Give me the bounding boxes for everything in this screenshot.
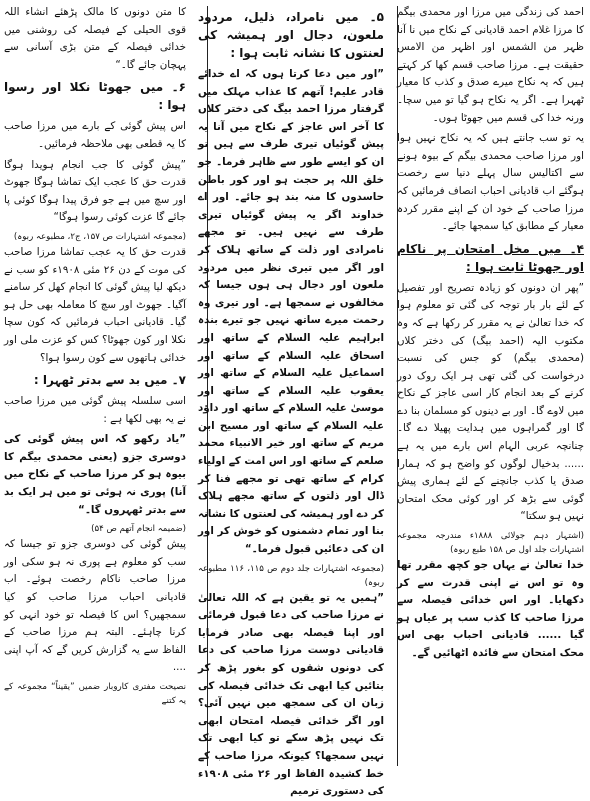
paragraph: یہ تو سب جانتے ہیں کہ یہ نکاح نہیں ہوا اور مرزا صاحب محمدی بیگم کے بیوہ ہونے سے اکتالیس سال پہلے دنیا سے رخصت ہوگئے اب قادیانی احباب انصاف فرمائیں کہ مرزا صاحب کے خود ان کے اپنے مقرر کردہ معیار کے مطابق کیا سمجھا جائے۔ bbox=[397, 132, 584, 233]
citation: (اشتہار دہم جولائی ۱۸۸۸ء مندرجہ مجموعہ اشتہارات جلد اول ص ۱۵۸ طبع ربوہ) bbox=[397, 531, 584, 556]
paragraph: خدا تعالیٰ نے یہاں جو کچھ مقرر تھا وہ تو اس نے اپنی قدرت سے کر دکھایا۔ اور اس خدائی فیصلہ سے مرزا صاحب کا کذب سب پر عیاں ہو گیا ...... قادیانی احباب بھی اس محک امتحان سے فائدہ اٹھائیں گے۔ bbox=[397, 559, 584, 659]
poem-quote: ”پیش گوئی کا جب انجام ہویدا ہوگا قدرت حق کا عجب ایک تماشا ہوگا جھوٹ اور سچ میں ہے جو فرق پیدا ہوگا کوئی پا جائے گا عزت کوئی رسوا ہوگا“ bbox=[4, 158, 186, 224]
paragraph: پیش گوئی کی دوسری جزو تو جیسا کہ سب کو معلوم ہے پوری نہ ہو سکی اور مرزا صاحب ناکام رخصت ہوئے۔ اب قادیانی احباب مرزا صاحب کو کیا سمجھیں؟ اس کا فیصلہ تو خود انہی کو کرنا چاہئے۔ البتہ ہم مرزا صاحب کے الفاظ سے یہ گزارش کریں گے کہ آپ اپنی .... bbox=[4, 538, 186, 674]
section-heading-7: ۷۔ میں بد سے بدتر ٹھہرا : bbox=[33, 373, 186, 388]
paragraph: احمد کی زندگی میں مرزا اور محمدی بیگم کا مرزا غلام احمد قادیانی کے نکاح میں نا آنا ظہر من الشمس اور اظہر من الامس حقیقت ہے۔ مرزا صاحب قسم کھا کر کہتے ہیں کہ یہ نکاح میرے صدق و کذب کا معیار ٹھہرا ہے۔ اگر یہ نکاح ہو گیا تو میں سچا۔ ورنہ خدا کی قسم میں جھوٹا ہوں۔ bbox=[397, 6, 584, 124]
section-heading-4: ۴۔ میں مخل امتحان پر ناکام اور جھوٹا ثابت ہوا : bbox=[397, 241, 584, 274]
citation: (مجموعہ اشتہارات جلد دوم ص ۱۱۵، ۱۱۶ مطبوعہ ربوہ) bbox=[198, 563, 384, 588]
paragraph: کا متن دونوں کا مالک پڑھئے انشاء اللہ قوی الحیلی کے فیصلہ کی روشنی میں خدائی فیصلہ کے متن بڑی آسانی سے پہچان جائے گا۔“ bbox=[4, 6, 186, 71]
quote-paragraph: ”پھر ان دونوں کو زیادہ تصریح اور تفصیل کے لئے بار بار توجہ کی گئی تو معلوم ہوا کہ خدا تعالیٰ نے یہ مقرر کر رکھا ہے کہ وہ مکتوب الیہ (احمد بیگ) کی دختر کلاں (محمدی بیگم) کو جس کی نسبت درخواست کی گئی تھی ہر ایک روک دور کرنے کے بعد انجام کار اسی عاجز کے نکاح میں لاوے گا۔ اور بے دینوں کو مسلمان بنا دے گا اور گمراہوں میں ہدایت پھیلا دے گا۔ چنانچہ عربی الہام اس بارے میں یہ ہے ...... بدخیال لوگوں کو واضح ہو کہ ہمارا صدق یا کذب جانچنے کے لئے ہماری پیش گوئی سے بڑھ کر اور کوئی محک امتحان نہیں ہو سکتا“ bbox=[397, 281, 584, 523]
column-right bbox=[397, 4, 584, 768]
section-heading-5: ۵۔ میں نامراد، ذلیل، مردود ملعون، دجال اور ہمیشہ کی لعنتوں کا نشانہ ثابت ہوا : bbox=[198, 10, 384, 60]
paragraph: قدرت حق کا یہ عجب تماشا مرزا صاحب کی موت کے دن ۲۶ مئی ۱۹۰۸ء کو سب نے دیکھ لیا پیش گوئی کا انجام کھل کر سامنے آگیا۔ جھوٹ اور سچ کا معاملہ بھی حل ہو گیا۔ قادیانی احباب فرمائیں کہ کون سچا نکلا اور کون جھوٹا؟ کس کو عزت ملی اور خدائی ہاتھوں سے کون رسوا ہوا؟ bbox=[4, 245, 186, 364]
column-left bbox=[4, 4, 186, 768]
quote-paragraph: ”اور میں دعا کرتا ہوں کہ اے خدائے قادر علیم! آتھم کا عذاب مہلک میں گرفتار مرزا احمد بیگ کی دختر کلاں کا آخر اس عاجز کے نکاح میں آنا یہ پیش گوئیاں تیری طرف سے ہیں تو ان کو ایسے طور سے ظاہر فرما۔ جو خلق اللہ پر حجت ہو اور کور باطن حاسدوں کا منہ بند ہو جائے۔ اور اے خداوند اگر یہ پیش گوئیاں تیری طرف سے نہیں ہیں۔ تو مجھے نامرادی اور ذلت کے ساتھ ہلاک کر اور اگر میں تیری نظر میں مردود ملعون اور دجال ہی ہوں جیسا کہ مخالفوں نے سمجھا ہے۔ اور تیری وہ رحمت میرے ساتھ نہیں جو تیرے بندہ ابراہیم علیہ السلام کے ساتھ اور اسحاق علیہ السلام کے ساتھ اور اسماعیل علیہ السلام کے ساتھ اور یعقوب علیہ السلام کے ساتھ اور موسیٰ علیہ السلام کے ساتھ اور داؤد علیہ السلام کے ساتھ اور مسیح ابن مریم کے ساتھ اور خیر الانبیاء محمد صلعم کے ساتھ اور اس امت کے اولیاء کرام کے ساتھ تھی تو مجھے فنا کر ڈال اور ذلتوں کے ساتھ مجھے ہلاک کر دے اور ہمیشہ کی لعنتوں کا نشانہ بنا اور تمام دشمنوں کو خوش کر اور ان کی دعائیں قبول فرما۔“ bbox=[197, 68, 384, 556]
paragraph: اسی سلسلہ پیش گوئی میں مرزا صاحب نے یہ بھی لکھا ہے : bbox=[4, 395, 186, 425]
footnote: نصیحت مفتری کاروبار ضمیں ”یقیناً“ مجموعہ کے یہ کتنے bbox=[4, 682, 186, 706]
section-heading-6: ۶۔ میں جھوٹا نکلا اور رسوا ہوا : bbox=[4, 80, 186, 113]
column-middle bbox=[197, 4, 384, 798]
quote-paragraph: ”یاد رکھو کہ اس پیش گوئی کی دوسری جزو (یعنی محمدی بیگم کا بیوہ ہو کر مرزا صاحب کے نکاح میں آنا) پوری نہ ہوئی تو میں ہر ایک بد سے بدتر ٹھہروں گا۔“ bbox=[4, 433, 186, 516]
citation: (ضمیمہ انجام آتھم ص ۵۴) bbox=[91, 524, 186, 535]
paragraph: اس پیش گوئی کے بارے میں مرزا صاحب کا یہ قطعی بھی ملاحظہ فرمائیں۔ bbox=[4, 120, 186, 150]
citation: (مجموعہ اشتہارات ص ۱۵۷، ج۲، مطبوعہ ربوہ) bbox=[13, 231, 186, 242]
paragraph: ”ہمیں یہ تو یقین ہے کہ اللہ تعالیٰ نے مرزا صاحب کی دعا قبول فرمائی اور اپنا فیصلہ بھی صادر فرمایا قادیانی دوست مرزا صاحب کی دعا کی دونوں شقوں کو بغور پڑھ کر بتائیں کیا ابھی تک خدائی فیصلہ کی زبان ان کی سمجھ میں نہیں آئی؟ اور اگر خدائی فیصلہ امتحان ابھی تک نہیں پڑھ سکے تو کیا ابھی تک نہیں سمجھا؟ کیونکہ مرزا صاحب کے خط کشیدہ الفاظ اور ۲۶ مئی ۱۹۰۸ء کی دستوری ترمیم bbox=[198, 591, 384, 798]
